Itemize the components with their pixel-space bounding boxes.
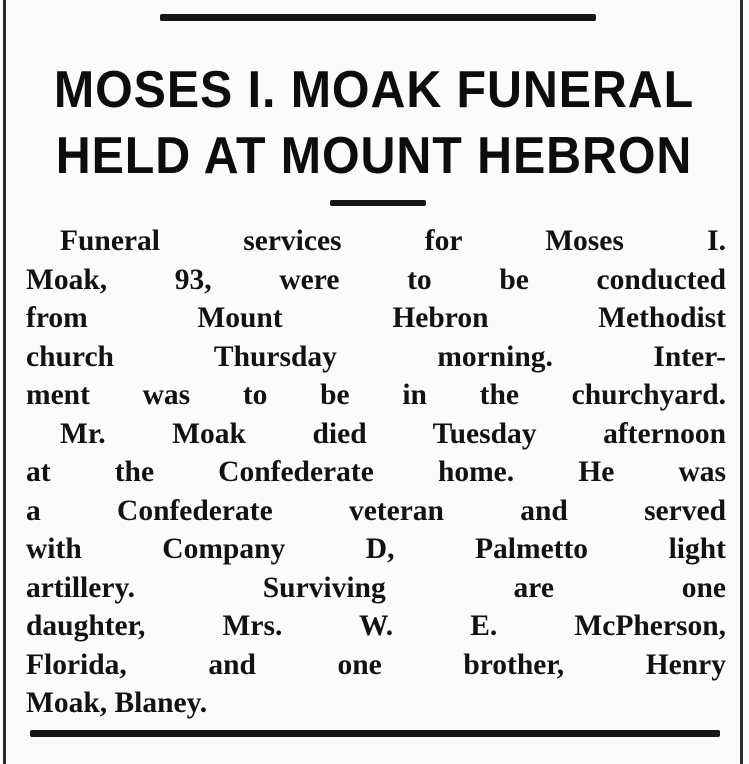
- headline-line-1: MOSES I. MOAK FUNERAL: [53, 61, 695, 119]
- article-line-4: church Thursday morning. Inter-: [26, 340, 726, 373]
- headline-line-2: HELD AT MOUNT HEBRON: [55, 127, 693, 185]
- headline-divider-rule: [330, 200, 426, 206]
- article-line-12: Florida, and one brother, Henry: [26, 648, 726, 681]
- article-line-5: ment was to be in the churchyard.: [26, 379, 726, 411]
- article-line-3: from Mount Hebron Methodist: [26, 302, 726, 334]
- article-line-7: at the Confederate home. He was: [26, 456, 726, 488]
- article-line-6: Mr. Moak died Tuesday afternoon: [60, 417, 726, 450]
- clipping-left-border: [3, 0, 6, 764]
- clipping-right-border: [740, 0, 743, 764]
- article-line-13: Moak, Blaney.: [26, 687, 208, 719]
- article-body: [26, 222, 726, 723]
- article-line-1: Funeral services for Moses I.: [60, 225, 726, 257]
- article-line-9: with Company D, Palmetto light: [26, 533, 726, 565]
- bottom-rule: [30, 730, 720, 737]
- article-line-11: daughter, Mrs. W. E. McPherson,: [26, 610, 726, 642]
- top-rule: [160, 14, 596, 21]
- article-line-8: a Confederate veteran and served: [26, 494, 726, 527]
- article-line-10: artillery. Surviving are one: [26, 571, 726, 604]
- article-line-2: Moak, 93, were to be conducted: [26, 263, 726, 296]
